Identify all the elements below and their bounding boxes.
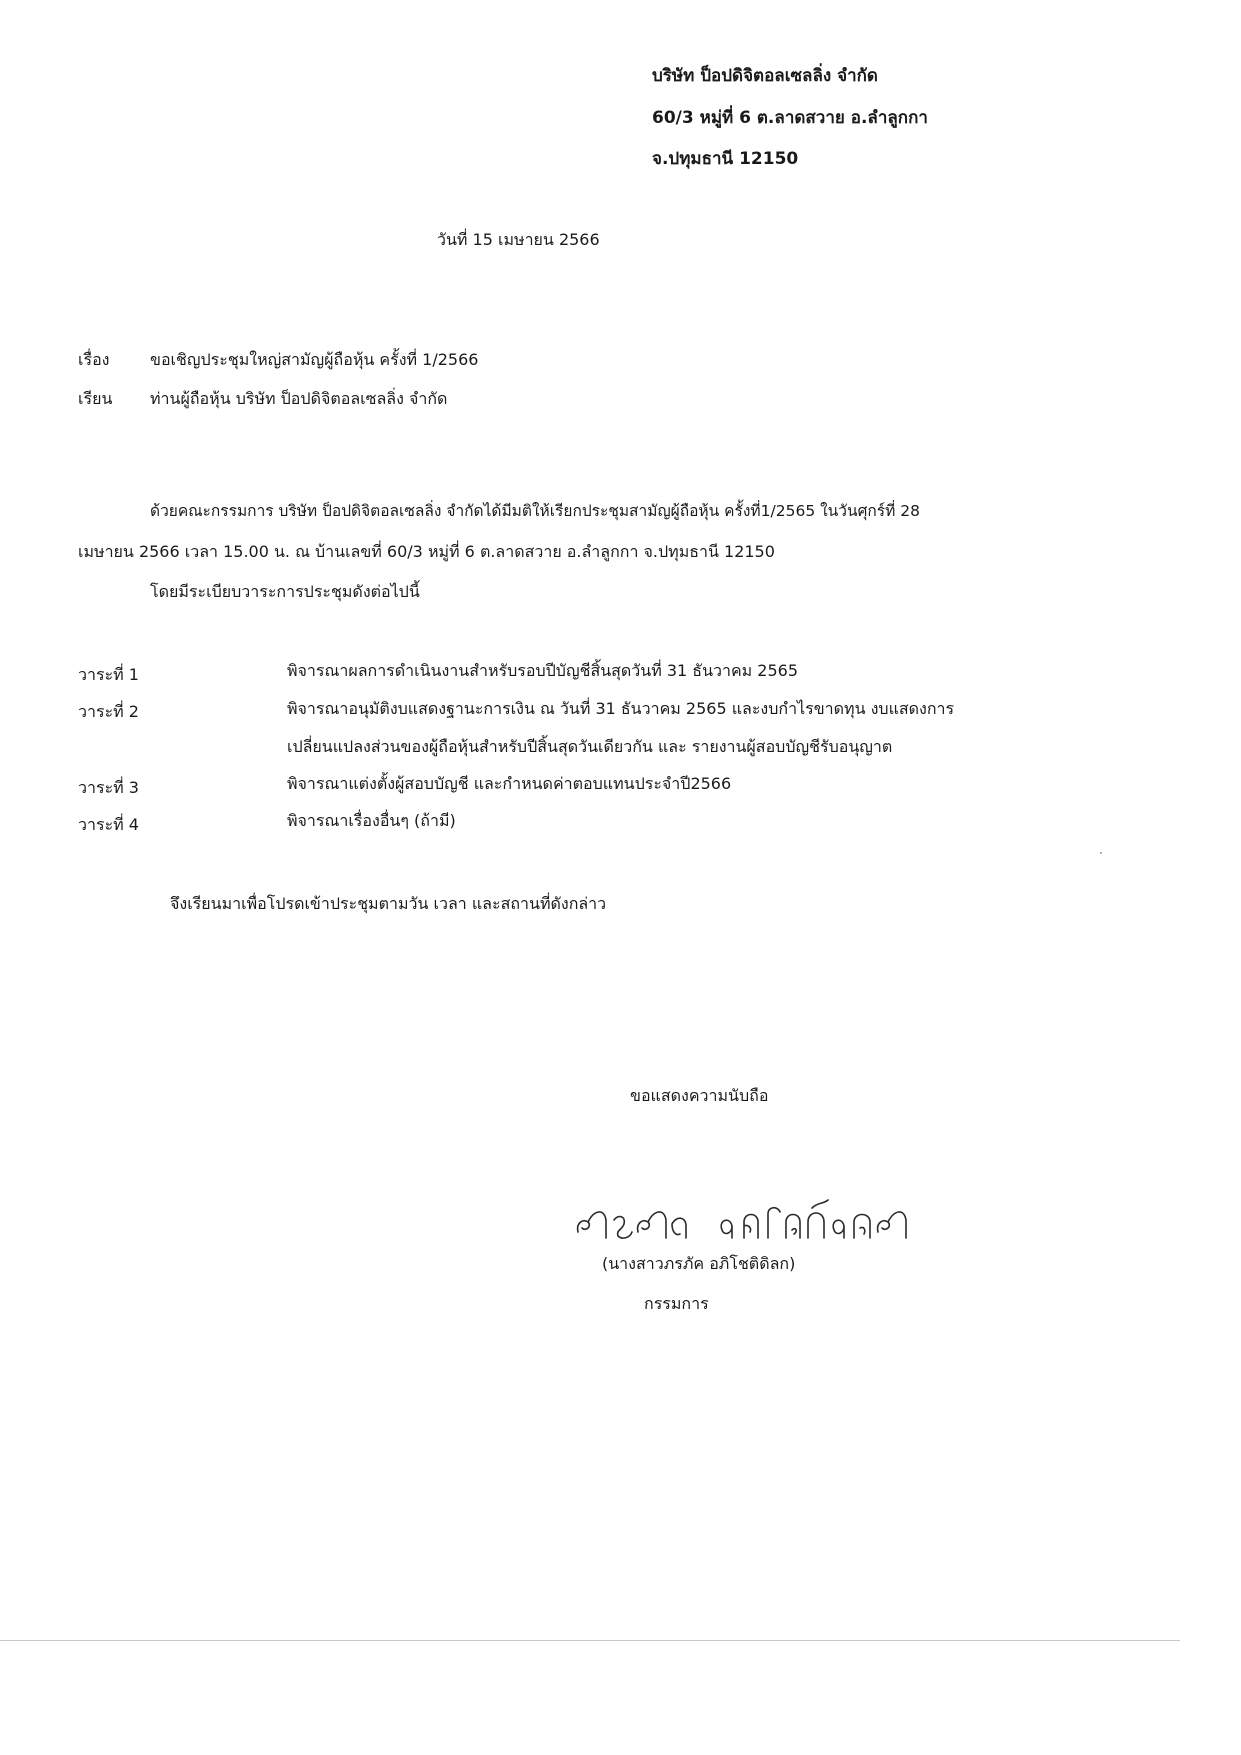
company-name: บริษัท ป็อปดิจิตอลเซลลิ่ง จำกัด [652,66,878,86]
body-line-2: เมษายน 2566 เวลา 15.00 น. ณ บ้านเลขที่ 60/3 หมู่ที่ 6 ต.ลาดสวาย อ.ลำลูกกา จ.ปทุมธานี 12150 [78,542,775,561]
subject-label: เรื่อง [78,350,110,369]
agenda-2-text-line1: พิจารณาอนุมัติงบแสดงฐานะการเงิน ณ วันที่ 31 ธันวาคม 2565 และงบกำไรขาดทุน งบแสดงการ [287,699,955,718]
closing-text: จึงเรียนมาเพื่อโปรดเข้าประชุมตามวัน เวลา และสถานที่ดังกล่าว [170,894,607,913]
handwritten-signature [572,1180,952,1250]
agenda-4-label: วาระที่ 4 [78,815,139,834]
letter-date: วันที่ 15 เมษายน 2566 [437,230,600,249]
company-address-line1: 60/3 หมู่ที่ 6 ต.ลาดสวาย อ.ลำลูกกา [652,108,928,128]
body-line-1: ด้วยคณะกรรมการ บริษัท ป็อปดิจิตอลเซลลิ่ง จำกัดได้มีมติให้เรียกประชุมสามัญผู้ถือหุ้น ครั้งที่1/2565 ในวันศุกร์ที่ 28 [150,502,920,520]
agenda-1-label: วาระที่ 1 [78,665,139,684]
body-line-3: โดยมีระเบียบวาระการประชุมดังต่อไปนี้ [150,582,420,601]
agenda-1-text: พิจารณาผลการดำเนินงานสำหรับรอบปีบัญชีสิ้นสุดวันที่ 31 ธันวาคม 2565 [287,661,799,680]
subject-text: ขอเชิญประชุมใหญ่สามัญผู้ถือหุ้น ครั้งที่ 1/2566 [150,350,479,369]
signatory-title: กรรมการ [644,1294,709,1313]
agenda-2-text-line2: เปลี่ยนแปลงส่วนของผู้ถือหุ้นสำหรับปีสิ้นสุดวันเดียวกัน และ รายงานผู้สอบบัญชีรับอนุญาต [287,737,893,756]
recipient-text: ท่านผู้ถือหุ้น บริษัท ป็อปดิจิตอลเซลลิ่ง จำกัด [150,389,448,408]
agenda-2-label: วาระที่ 2 [78,702,139,721]
company-address-line2: จ.ปทุมธานี 12150 [652,149,799,169]
regards-text: ขอแสดงความนับถือ [630,1086,769,1105]
agenda-3-label: วาระที่ 3 [78,778,139,797]
agenda-4-text: พิจารณาเรื่องอื่นๆ (ถ้ามี) [287,811,456,830]
agenda-3-text: พิจารณาแต่งตั้งผู้สอบบัญชี และกำหนดค่าตอบแทนประจำปี2566 [287,774,732,793]
page-bottom-rule [0,1640,1180,1641]
signatory-name: (นางสาวภรภัค อภิโชติดิลก) [602,1254,796,1273]
recipient-label: เรียน [78,389,113,408]
scan-speck [1100,852,1102,854]
